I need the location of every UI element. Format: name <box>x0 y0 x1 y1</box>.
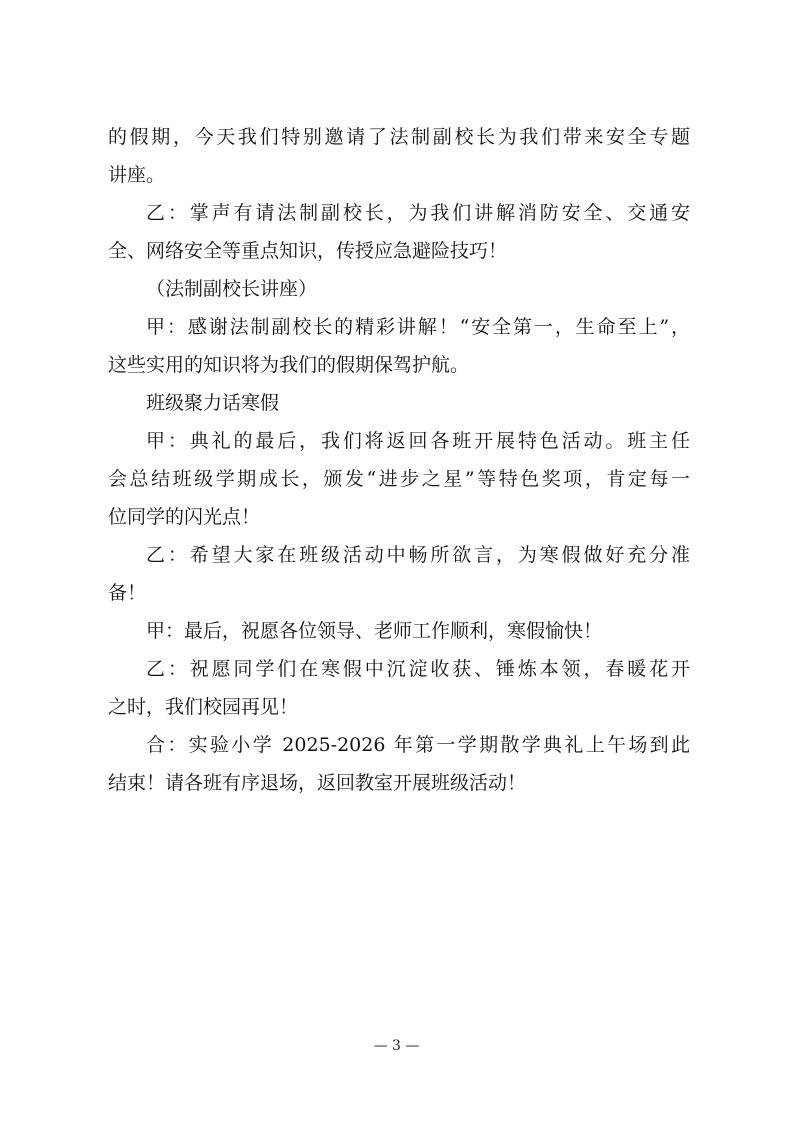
text-line: 之时，我们校园再见！ <box>108 696 299 718</box>
body-text <box>108 118 690 802</box>
text-line: 甲：最后，祝愿各位领导、老师工作顺利，寒假愉快！ <box>146 620 603 642</box>
text-line: 会总结班级学期成长，颁发“进步之星”等特色奖项，肯定每一 <box>108 468 690 490</box>
text-line: 这些实用的知识将为我们的假期保驾护航。 <box>108 354 470 376</box>
text-line: 合：实验小学 2025-2026 年第一学期散学典礼上午场到此 <box>146 734 690 756</box>
text-line: 全、网络安全等重点知识，传授应急避险技巧！ <box>108 240 508 262</box>
page-number: — 3 — <box>373 1038 420 1054</box>
text-line: 的假期，今天我们特别邀请了法制副校长为我们带来安全专题 <box>108 126 690 148</box>
text-line: 讲座。 <box>108 164 166 186</box>
text-line: 班级聚力话寒假 <box>146 392 280 414</box>
text-line: 乙：掌声有请法制副校长，为我们讲解消防安全、交通安 <box>146 202 690 224</box>
text-line: 甲：典礼的最后，我们将返回各班开展特色活动。班主任 <box>146 430 690 452</box>
text-line: 甲：感谢法制副校长的精彩讲解！“安全第一，生命至上”， <box>146 316 690 338</box>
text-line: 位同学的闪光点！ <box>108 506 261 528</box>
text-line: （法制副校长讲座） <box>146 278 318 300</box>
text-line: 备！ <box>108 582 147 604</box>
text-line: 乙：祝愿同学们在寒假中沉淀收获、锤炼本领，春暖花开 <box>146 658 690 680</box>
text-line: 乙：希望大家在班级活动中畅所欲言，为寒假做好充分准 <box>146 544 690 566</box>
text-line: 结束！请各班有序退场，返回教室开展班级活动！ <box>108 772 527 794</box>
